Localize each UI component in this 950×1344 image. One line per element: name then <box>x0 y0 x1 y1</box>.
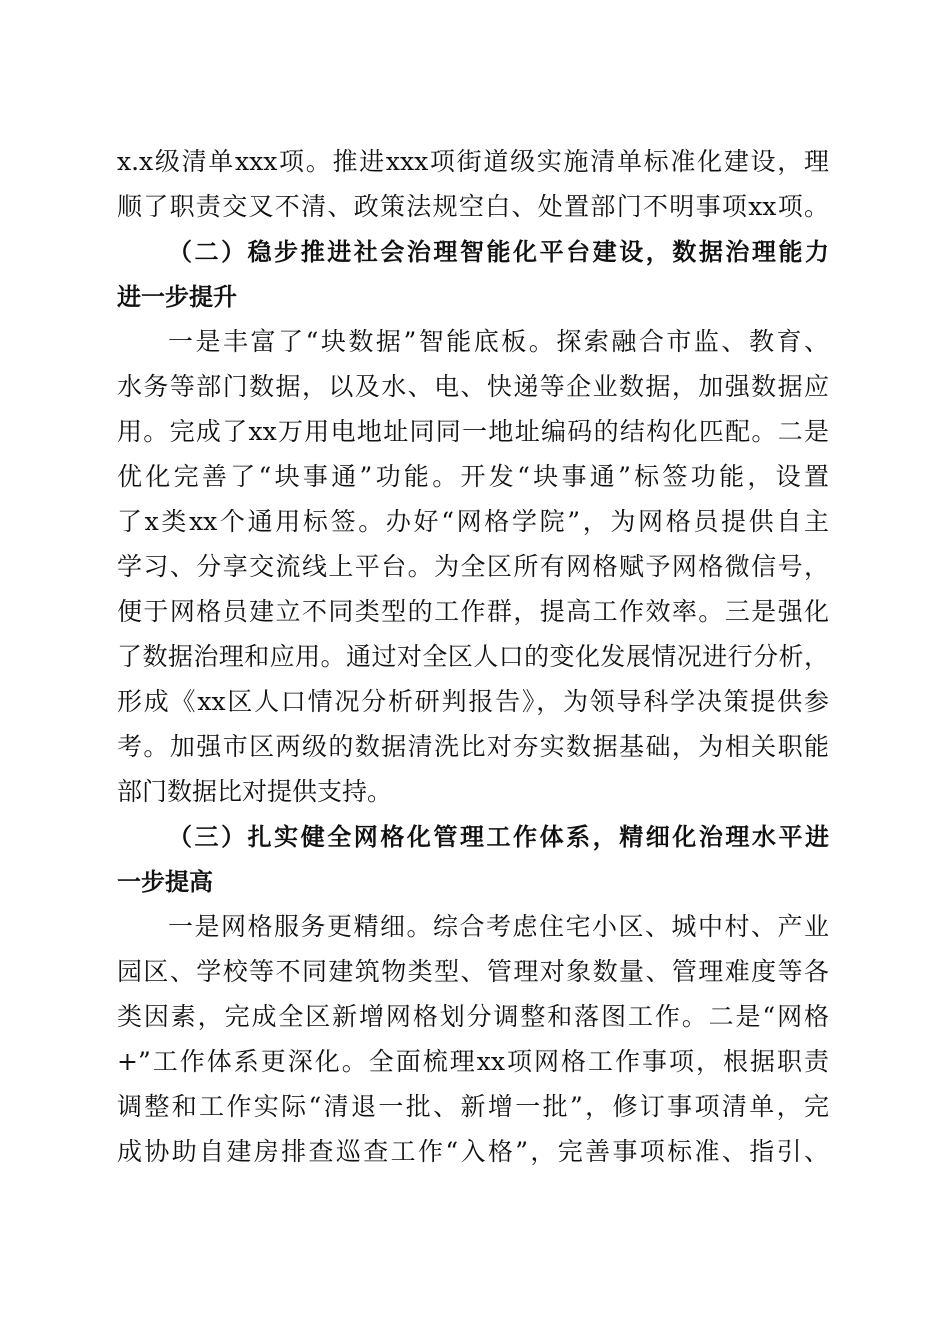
body-text-line: 水务等部门数据，以及水、电、快递等企业数据，加强数据应 <box>117 372 829 401</box>
body-text-line: 了x类xx个通用标签。办好“网格学院”，为网格员提供自主 <box>117 507 829 536</box>
body-text-line: 成协助自建房排查巡查工作“入格”，完善事项标准、指引、 <box>117 1137 829 1166</box>
body-text-line: 一是网格服务更精细。综合考虑住宅小区、城中村、产业 <box>168 912 829 941</box>
body-text-line: 一是丰富了“块数据”智能底板。探索融合市监、教育、 <box>168 327 829 356</box>
body-text-line: 类因素，完成全区新增网格划分调整和落图工作。二是“网格 <box>117 1002 829 1031</box>
body-text-line: 考。加强市区两级的数据清洗比对夯实数据基础，为相关职能 <box>117 732 829 761</box>
section-heading-2: （二）稳步推进社会治理智能化平台建设，数据治理能力 <box>168 238 829 266</box>
body-text-line: 调整和工作实际“清退一批、新增一批”，修订事项清单，完 <box>117 1092 829 1121</box>
body-text-line: 顺了职责交叉不清、政策法规空白、处置部门不明事项xx项。 <box>117 192 829 221</box>
section-heading-3-cont: 一步提高 <box>117 868 213 896</box>
body-text-line: 部门数据比对提供支持。 <box>117 777 393 806</box>
body-text-line: 形成《xx区人口情况分析研判报告》，为领导科学决策提供参 <box>117 687 829 716</box>
body-text-line: 便于网格员建立不同类型的工作群，提高工作效率。三是强化 <box>117 597 829 626</box>
section-heading-2-cont: 进一步提升 <box>117 283 237 311</box>
body-text-line: 了数据治理和应用。通过对全区人口的变化发展情况进行分析， <box>117 642 829 671</box>
body-text-line: x.x级清单xxx项。推进xxx项街道级实施清单标准化建设，理 <box>117 147 829 176</box>
body-text-line: 优化完善了“块事通”功能。开发“块事通”标签功能，设置 <box>117 462 829 491</box>
body-text-line: +”工作体系更深化。全面梳理xx项网格工作事项，根据职责 <box>117 1047 829 1076</box>
body-text-line: 用。完成了xx万用电地址同同一地址编码的结构化匹配。二是 <box>117 417 829 446</box>
section-heading-3: （三）扎实健全网格化管理工作体系，精细化治理水平进 <box>168 823 829 851</box>
body-text-line: 园区、学校等不同建筑物类型、管理对象数量、管理难度等各 <box>117 957 829 986</box>
body-text-line: 学习、分享交流线上平台。为全区所有网格赋予网格微信号， <box>117 552 829 581</box>
